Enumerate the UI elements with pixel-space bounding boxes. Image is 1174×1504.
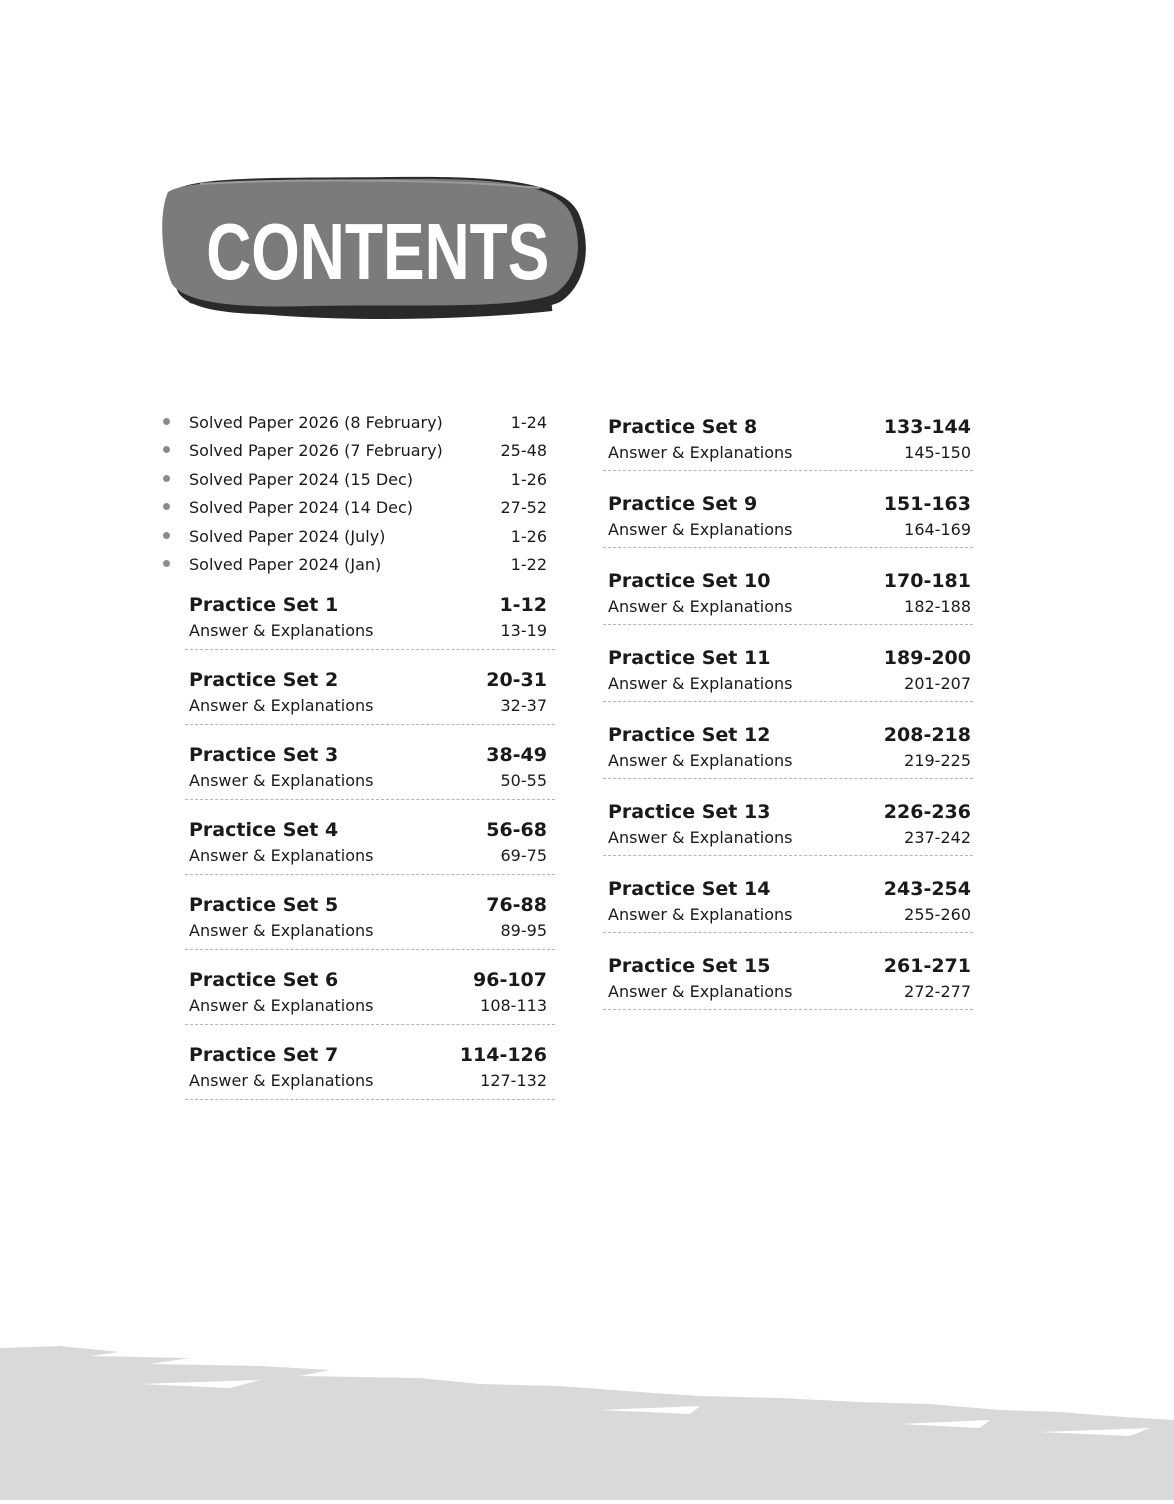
- divider: [603, 547, 973, 548]
- set-title: Practice Set 8: [608, 416, 758, 438]
- answer-label: Answer & Explanations: [608, 674, 793, 693]
- set-pages: 56-68: [486, 819, 547, 841]
- entry-label: Solved Paper 2024 (Jan): [189, 554, 382, 574]
- practice-set-entry[interactable]: [603, 643, 973, 720]
- practice-set-entry[interactable]: [603, 489, 973, 566]
- answer-pages: 108-113: [480, 996, 547, 1015]
- set-pages: 20-31: [486, 669, 547, 691]
- list-item[interactable]: [160, 524, 555, 552]
- practice-set-entry[interactable]: [160, 815, 555, 890]
- answer-pages: 69-75: [500, 846, 547, 865]
- set-pages: 226-236: [883, 801, 971, 823]
- bullet-icon: [163, 532, 170, 539]
- set-pages: 133-144: [883, 416, 971, 438]
- practice-set-entry[interactable]: [603, 951, 973, 1028]
- divider: [603, 624, 973, 625]
- set-title: Practice Set 15: [608, 955, 771, 977]
- answer-label: Answer & Explanations: [608, 905, 793, 924]
- divider: [603, 470, 973, 471]
- footer-brush-band: [0, 1340, 1174, 1500]
- set-pages: 261-271: [883, 955, 971, 977]
- divider: [185, 1099, 555, 1100]
- list-item[interactable]: [160, 552, 555, 580]
- list-item[interactable]: [160, 467, 555, 495]
- entry-pages: 1-22: [510, 554, 547, 574]
- set-title: Practice Set 13: [608, 801, 771, 823]
- entry-label: Solved Paper 2024 (July): [189, 526, 386, 546]
- divider: [603, 701, 973, 702]
- answer-pages: 145-150: [904, 443, 971, 462]
- page-title: CONTENTS: [206, 207, 550, 296]
- entry-pages: 1-26: [510, 526, 547, 546]
- answer-pages: 182-188: [904, 597, 971, 616]
- entry-pages: 25-48: [500, 441, 547, 461]
- set-title: Practice Set 14: [608, 878, 771, 900]
- set-pages: 114-126: [459, 1044, 547, 1066]
- answer-label: Answer & Explanations: [189, 771, 374, 790]
- set-pages: 189-200: [883, 647, 971, 669]
- practice-set-entry[interactable]: [160, 590, 555, 665]
- set-pages: 38-49: [486, 744, 547, 766]
- entry-pages: 1-24: [510, 413, 547, 432]
- answer-label: Answer & Explanations: [189, 1071, 374, 1090]
- divider: [603, 778, 973, 779]
- divider: [185, 1024, 555, 1025]
- answer-label: Answer & Explanations: [608, 828, 793, 847]
- set-pages: 151-163: [883, 493, 971, 515]
- set-title: Practice Set 10: [608, 570, 771, 592]
- practice-set-entry[interactable]: [603, 797, 973, 874]
- set-title: Practice Set 12: [608, 724, 771, 746]
- practice-set-entry[interactable]: [603, 720, 973, 797]
- practice-set-entry[interactable]: [603, 874, 973, 951]
- set-pages: 96-107: [473, 969, 547, 991]
- answer-label: Answer & Explanations: [189, 996, 374, 1015]
- list-item[interactable]: [160, 495, 555, 523]
- answer-label: Answer & Explanations: [608, 443, 793, 462]
- practice-set-entry[interactable]: [603, 566, 973, 643]
- divider: [185, 874, 555, 875]
- answer-pages: 201-207: [904, 674, 971, 693]
- set-title: Practice Set 11: [608, 647, 771, 669]
- practice-set-entry[interactable]: [160, 890, 555, 965]
- entry-label: Solved Paper 2026 (7 February): [189, 441, 443, 461]
- footer-brush-shape: [0, 1340, 1174, 1500]
- practice-set-entry[interactable]: [603, 412, 973, 489]
- practice-sets-list-right: [603, 412, 973, 1028]
- set-title: Practice Set 1: [189, 594, 339, 616]
- answer-label: Answer & Explanations: [189, 621, 374, 640]
- bullet-icon: [163, 560, 170, 567]
- bullet-icon: [163, 475, 170, 482]
- answer-label: Answer & Explanations: [189, 921, 374, 940]
- contents-banner: [160, 172, 590, 320]
- practice-set-entry[interactable]: [160, 740, 555, 815]
- answer-label: Answer & Explanations: [189, 696, 374, 715]
- answer-pages: 255-260: [904, 905, 971, 924]
- set-pages: 208-218: [883, 724, 971, 746]
- set-pages: 1-12: [499, 594, 547, 616]
- answer-pages: 127-132: [480, 1071, 547, 1090]
- entry-label: Solved Paper 2024 (15 Dec): [189, 469, 414, 489]
- entry-label: Solved Paper 2024 (14 Dec): [189, 498, 414, 518]
- answer-label: Answer & Explanations: [608, 520, 793, 539]
- list-item[interactable]: [160, 438, 555, 466]
- answer-pages: 89-95: [500, 921, 547, 940]
- divider: [603, 932, 973, 933]
- solved-papers-list: [160, 410, 555, 580]
- set-title: Practice Set 9: [608, 493, 758, 515]
- entry-label: Solved Paper 2026 (8 February): [189, 413, 443, 432]
- answer-pages: 32-37: [500, 696, 547, 715]
- divider: [603, 1009, 973, 1010]
- practice-sets-list-left: [160, 590, 555, 1115]
- answer-pages: 237-242: [904, 828, 971, 847]
- set-pages: 170-181: [883, 570, 971, 592]
- set-pages: 76-88: [486, 894, 547, 916]
- set-title: Practice Set 3: [189, 744, 339, 766]
- bullet-icon: [163, 418, 170, 425]
- answer-label: Answer & Explanations: [608, 597, 793, 616]
- bullet-icon: [163, 503, 170, 510]
- set-pages: 243-254: [883, 878, 971, 900]
- divider: [185, 724, 555, 725]
- set-title: Practice Set 5: [189, 894, 339, 916]
- set-title: Practice Set 2: [189, 669, 339, 691]
- bullet-icon: [163, 446, 170, 453]
- set-title: Practice Set 6: [189, 969, 339, 991]
- divider: [185, 799, 555, 800]
- answer-pages: 164-169: [904, 520, 971, 539]
- entry-pages: 1-26: [510, 469, 547, 489]
- answer-pages: 13-19: [500, 621, 547, 640]
- divider: [185, 949, 555, 950]
- answer-label: Answer & Explanations: [608, 982, 793, 1001]
- entry-pages: 27-52: [500, 498, 547, 518]
- answer-label: Answer & Explanations: [608, 751, 793, 770]
- set-title: Practice Set 4: [189, 819, 339, 841]
- practice-set-entry[interactable]: [160, 665, 555, 740]
- answer-label: Answer & Explanations: [189, 846, 374, 865]
- set-title: Practice Set 7: [189, 1044, 339, 1066]
- answer-pages: 50-55: [500, 771, 547, 790]
- practice-set-entry[interactable]: [160, 965, 555, 1040]
- divider: [185, 649, 555, 650]
- divider: [603, 855, 973, 856]
- answer-pages: 219-225: [904, 751, 971, 770]
- answer-pages: 272-277: [904, 982, 971, 1001]
- practice-set-entry[interactable]: [160, 1040, 555, 1115]
- list-item[interactable]: [160, 410, 555, 438]
